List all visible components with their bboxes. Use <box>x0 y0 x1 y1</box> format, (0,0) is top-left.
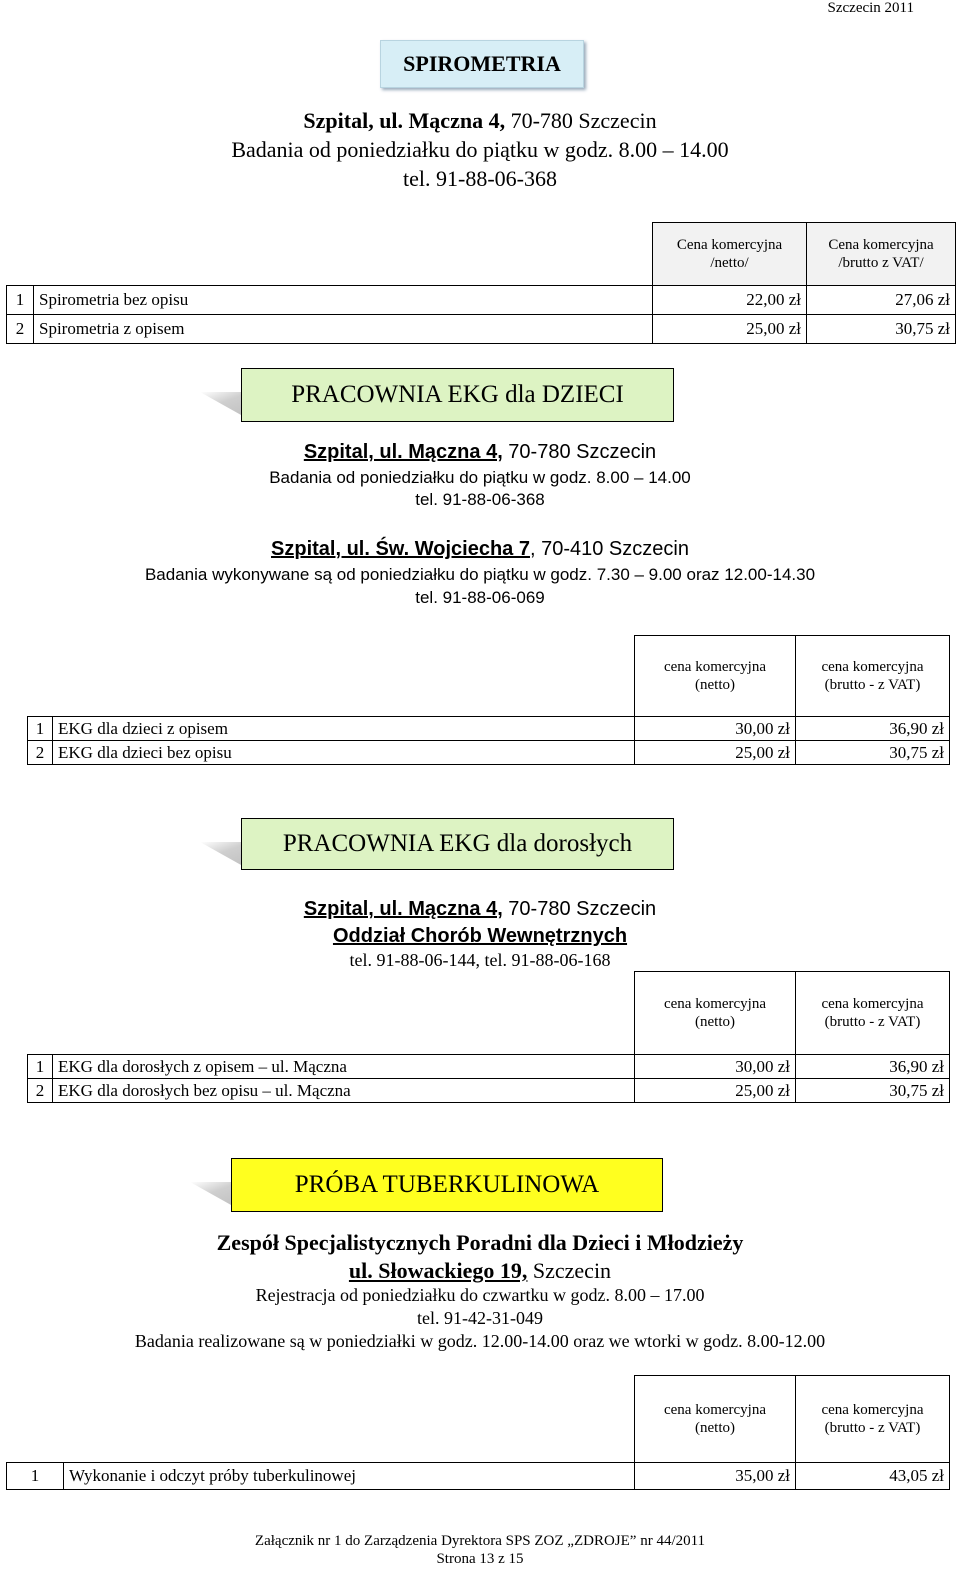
ekg-kids-hours-1: Badania od poniedziałku do piątku w godz. 8.00 – 14.00 <box>269 468 691 487</box>
col-header-line: Cena komercyjna <box>828 237 934 253</box>
table-row <box>7 315 956 344</box>
row-service: EKG dla dzieci z opisem <box>53 717 635 741</box>
ekg-kids-address-1-rest: 70-780 Szczecin <box>502 441 657 463</box>
ekg-kids-col-netto <box>635 636 796 717</box>
ekg-adults-phone: tel. 91-88-06-144, tel. 91-88-06-168 <box>349 950 611 970</box>
spirometry-col-brutto <box>807 223 956 286</box>
tb-info: Badania realizowane są w poniedziałki w godz. 12.00-14.00 oraz we wtorki w godz. 8.00-12.00 <box>134 1331 826 1351</box>
ekg-adults-price-table <box>27 971 950 1103</box>
header-year: Szczecin 2011 <box>827 0 914 16</box>
spirometry-banner: SPIROMETRIA <box>380 40 584 88</box>
ekg-kids-banner: PRACOWNIA EKG dla DZIECI <box>241 368 674 422</box>
spirometry-hours: Badania od poniedziałku do piątku w godz. 8.00 – 14.00 <box>231 137 729 162</box>
col-header-line: /netto/ <box>710 255 749 271</box>
row-brutto: 36,90 zł <box>796 717 950 741</box>
ekg-adults-banner: PRACOWNIA EKG dla dorosłych <box>241 818 674 870</box>
ekg-adults-col-netto <box>635 972 796 1055</box>
row-service: Spirometria bez opisu <box>34 286 653 315</box>
table-row <box>28 741 950 765</box>
col-header-line: cena komercyjna <box>821 659 924 675</box>
row-brutto: 30,75 zł <box>796 741 950 765</box>
row-brutto: 30,75 zł <box>807 315 956 344</box>
spirometry-col-netto <box>653 223 807 286</box>
col-header-line: /brutto z VAT/ <box>838 255 924 271</box>
col-header-line: (netto) <box>695 677 735 693</box>
ekg-adults-col-brutto <box>796 972 950 1055</box>
footer-page-number: Strona 13 z 15 <box>436 1551 524 1567</box>
row-netto: 25,00 zł <box>635 1079 796 1103</box>
col-header-line: (brutto - z VAT) <box>824 1014 921 1030</box>
table-row <box>28 1055 950 1079</box>
ekg-adults-department: Oddział Chorób Wewnętrznych <box>332 925 628 947</box>
row-brutto: 30,75 zł <box>796 1079 950 1103</box>
col-header-line: cena komercyjna <box>663 659 767 675</box>
row-number: 1 <box>7 1463 64 1490</box>
col-header-line: (brutto - z VAT) <box>824 677 921 693</box>
ekg-kids-hours-2: Badania wykonywane są od poniedziałku do piątku w godz. 7.30 – 9.00 oraz 12.00-14.30 <box>144 565 816 584</box>
tb-col-brutto <box>796 1376 950 1463</box>
tb-address <box>0 1258 960 1284</box>
ekg-kids-address-2-rest: , 70-410 Szczecin <box>529 538 689 560</box>
col-header-line: (netto) <box>695 1014 735 1030</box>
footer-annex: Załącznik nr 1 do Zarządzenia Dyrektora SPS ZOZ „ZDROJE” nr 44/2011 <box>254 1533 706 1549</box>
tb-organization: Zespół Specjalistycznych Poradni dla Dzieci i Młodzieży <box>216 1230 744 1255</box>
spirometry-price-table <box>6 222 956 344</box>
row-netto: 35,00 zł <box>635 1463 796 1490</box>
col-header-line: (netto) <box>695 1420 735 1436</box>
row-netto: 22,00 zł <box>653 286 807 315</box>
row-netto: 25,00 zł <box>653 315 807 344</box>
col-header-line: cena komercyjna <box>663 996 767 1012</box>
ekg-adults-address-rest: 70-780 Szczecin <box>502 898 657 920</box>
spirometry-address <box>0 108 960 134</box>
ekg-adults-address <box>0 898 960 921</box>
ekg-kids-address-2 <box>0 538 960 561</box>
spirometry-phone: tel. 91-88-06-368 <box>403 166 557 191</box>
row-service: Spirometria z opisem <box>34 315 653 344</box>
row-number: 1 <box>28 1055 53 1079</box>
row-number: 2 <box>28 741 53 765</box>
row-netto: 25,00 zł <box>635 741 796 765</box>
ekg-kids-phone-1: tel. 91-88-06-368 <box>415 490 545 509</box>
ekg-kids-address-2-bold: Szpital, ul. Św. Wojciecha 7 <box>271 538 530 560</box>
ekg-kids-phone-2: tel. 91-88-06-069 <box>415 588 545 607</box>
tb-phone: tel. 91-42-31-049 <box>417 1308 543 1328</box>
row-service: Wykonanie i odczyt próby tuberkulinowej <box>64 1463 635 1490</box>
spirometry-address-rest: 70-780 Szczecin <box>505 108 657 133</box>
row-brutto: 27,06 zł <box>807 286 956 315</box>
tb-registration: Rejestracja od poniedziałku do czwartku w godz. 8.00 – 17.00 <box>255 1285 705 1305</box>
col-header-line: (brutto - z VAT) <box>824 1420 921 1436</box>
ekg-kids-col-brutto <box>796 636 950 717</box>
ekg-kids-address-1 <box>0 441 960 464</box>
ekg-kids-address-1-bold: Szpital, ul. Mączna 4, <box>303 441 503 463</box>
row-netto: 30,00 zł <box>635 1055 796 1079</box>
col-header-line: Cena komercyjna <box>676 237 783 253</box>
row-number: 1 <box>7 286 34 315</box>
row-number: 1 <box>28 717 53 741</box>
tb-price-table <box>6 1375 950 1490</box>
row-number: 2 <box>7 315 34 344</box>
row-brutto: 43,05 zł <box>796 1463 950 1490</box>
tb-banner: PRÓBA TUBERKULINOWA <box>231 1158 663 1212</box>
tb-col-netto <box>635 1376 796 1463</box>
table-row <box>7 286 956 315</box>
row-service: EKG dla dzieci bez opisu <box>53 741 635 765</box>
ekg-adults-address-bold: Szpital, ul. Mączna 4, <box>303 898 503 920</box>
row-service: EKG dla dorosłych bez opisu – ul. Mączna <box>53 1079 635 1103</box>
row-brutto: 36,90 zł <box>796 1055 950 1079</box>
table-row <box>28 717 950 741</box>
row-service: EKG dla dorosłych z opisem – ul. Mączna <box>53 1055 635 1079</box>
ekg-kids-price-table <box>27 635 950 765</box>
tb-address-bold: ul. Słowackiego 19, <box>348 1258 528 1283</box>
col-header-line: cena komercyjna <box>821 996 924 1012</box>
spirometry-address-bold: Szpital, ul. Mączna 4, <box>303 108 506 133</box>
row-netto: 30,00 zł <box>635 717 796 741</box>
table-row <box>28 1079 950 1103</box>
col-header-line: cena komercyjna <box>663 1402 767 1418</box>
col-header-line: cena komercyjna <box>821 1402 924 1418</box>
row-number: 2 <box>28 1079 53 1103</box>
tb-address-rest: Szczecin <box>527 1258 612 1283</box>
table-row <box>7 1463 950 1490</box>
